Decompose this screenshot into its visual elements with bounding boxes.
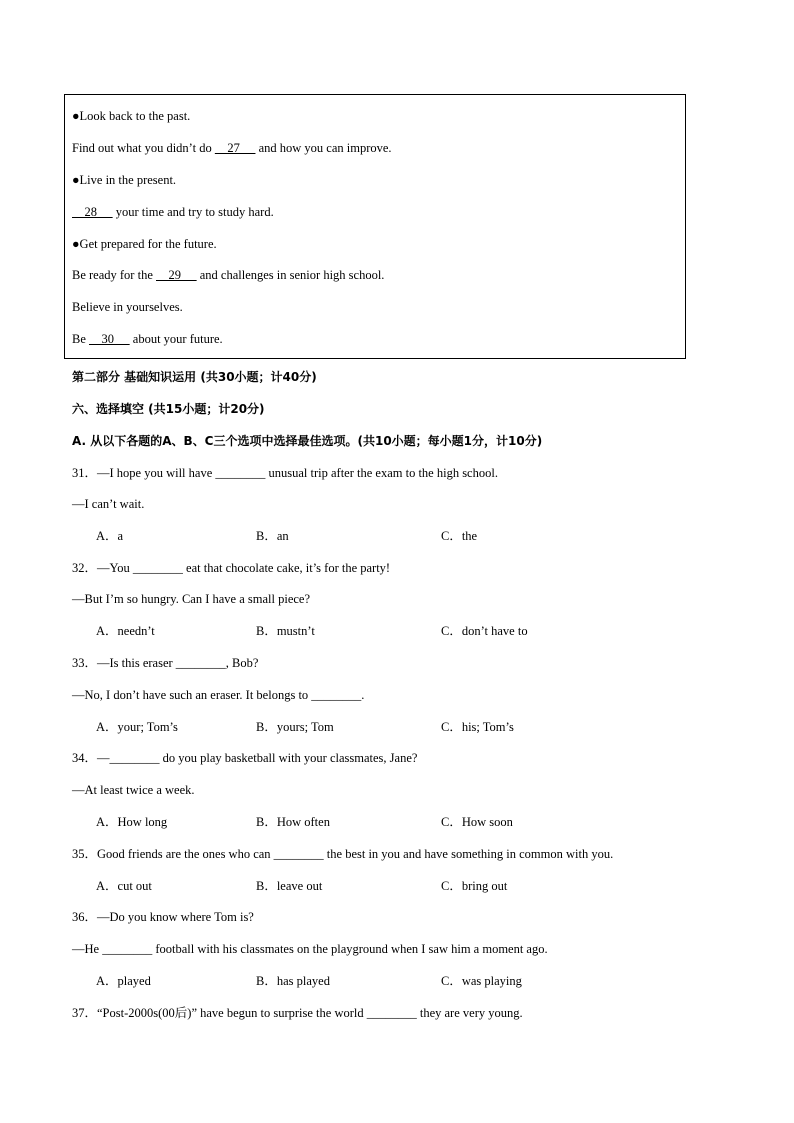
option-a[interactable]: A．played [96,974,151,988]
option-b[interactable]: B．an [256,529,289,543]
blank-30: 30 [89,332,130,346]
blank-28: 28 [72,205,113,219]
section6-heading: 六、选择填空 (共15小题；计20分) [72,402,265,416]
option-c[interactable]: C．was playing [441,974,522,988]
option-a[interactable]: A．a [96,529,124,543]
question-34-stem: 34．—________ do you play basketball with your classmates, Jane? [72,751,418,765]
option-b[interactable]: B．How often [256,815,330,829]
question-31-reply: —I can’t wait. [72,497,145,511]
option-c[interactable]: C．the [441,529,478,543]
question-31-options [96,528,616,544]
question-33-reply: —No, I don’t have such an eraser. It belongs to ________. [72,688,365,702]
question-32-reply: —But I’m so hungry. Can I have a small piece? [72,592,311,606]
box-line-3: ●Live in the present. [72,173,177,187]
box-line-2: Find out what you didn’t do 27 and how you can improve. [72,141,392,155]
option-b[interactable]: B．leave out [256,879,323,893]
option-a[interactable]: A．your; Tom’s [96,720,178,734]
option-a[interactable]: A．cut out [96,879,152,893]
option-b[interactable]: B．has played [256,974,330,988]
question-33-stem: 33．—Is this eraser ________, Bob? [72,656,259,670]
question-34-options [96,814,616,830]
reading-summary-box [64,94,686,359]
option-b[interactable]: B．yours; Tom [256,720,334,734]
box-line-4: 28 your time and try to study hard. [72,205,274,219]
question-36-options [96,973,616,989]
question-34-reply: —At least twice a week. [72,783,195,797]
box-line-6: Be ready for the 29 and challenges in senior high school. [72,268,385,282]
box-line-8: Be 30 about your future. [72,332,223,346]
option-a[interactable]: A．How long [96,815,168,829]
option-c[interactable]: C．bring out [441,879,508,893]
sectionA-heading: A. 从以下各题的A、B、C三个选项中选择最佳选项。(共10小题；每小题1分，计10分) [72,434,543,448]
option-c[interactable]: C．How soon [441,815,513,829]
question-35-stem: 35．Good friends are the ones who can ________ the best in you and have something in common with you. [72,847,614,861]
box-line-1: ●Look back to the past. [72,109,191,123]
blank-27: 27 [214,141,256,155]
option-c[interactable]: C．his; Tom’s [441,720,514,734]
question-35-options [96,878,616,894]
box-line-7: Believe in yourselves. [72,300,183,314]
question-36-stem: 36．—Do you know where Tom is? [72,910,254,924]
question-36-reply: —He ________ football with his classmates on the playground when I saw him a moment ago. [72,942,548,956]
question-32-options [96,623,616,639]
part2-heading: 第二部分 基础知识运用 (共30小题；计40分) [72,370,317,384]
question-33-options [96,719,616,735]
blank-29: 29 [156,268,197,282]
question-32-stem: 32．—You ________ eat that chocolate cake, it’s for the party! [72,561,391,575]
box-line-5: ●Get prepared for the future. [72,237,217,251]
option-c[interactable]: C．don’t have to [441,624,528,638]
option-b[interactable]: B．mustn’t [256,624,315,638]
question-31-stem: 31．—I hope you will have ________ unusual trip after the exam to the high school. [72,466,498,480]
option-a[interactable]: A．needn’t [96,624,155,638]
question-37-stem: 37．“Post-2000s(00后)” have begun to surprise the world ________ they are very young. [72,1006,523,1020]
